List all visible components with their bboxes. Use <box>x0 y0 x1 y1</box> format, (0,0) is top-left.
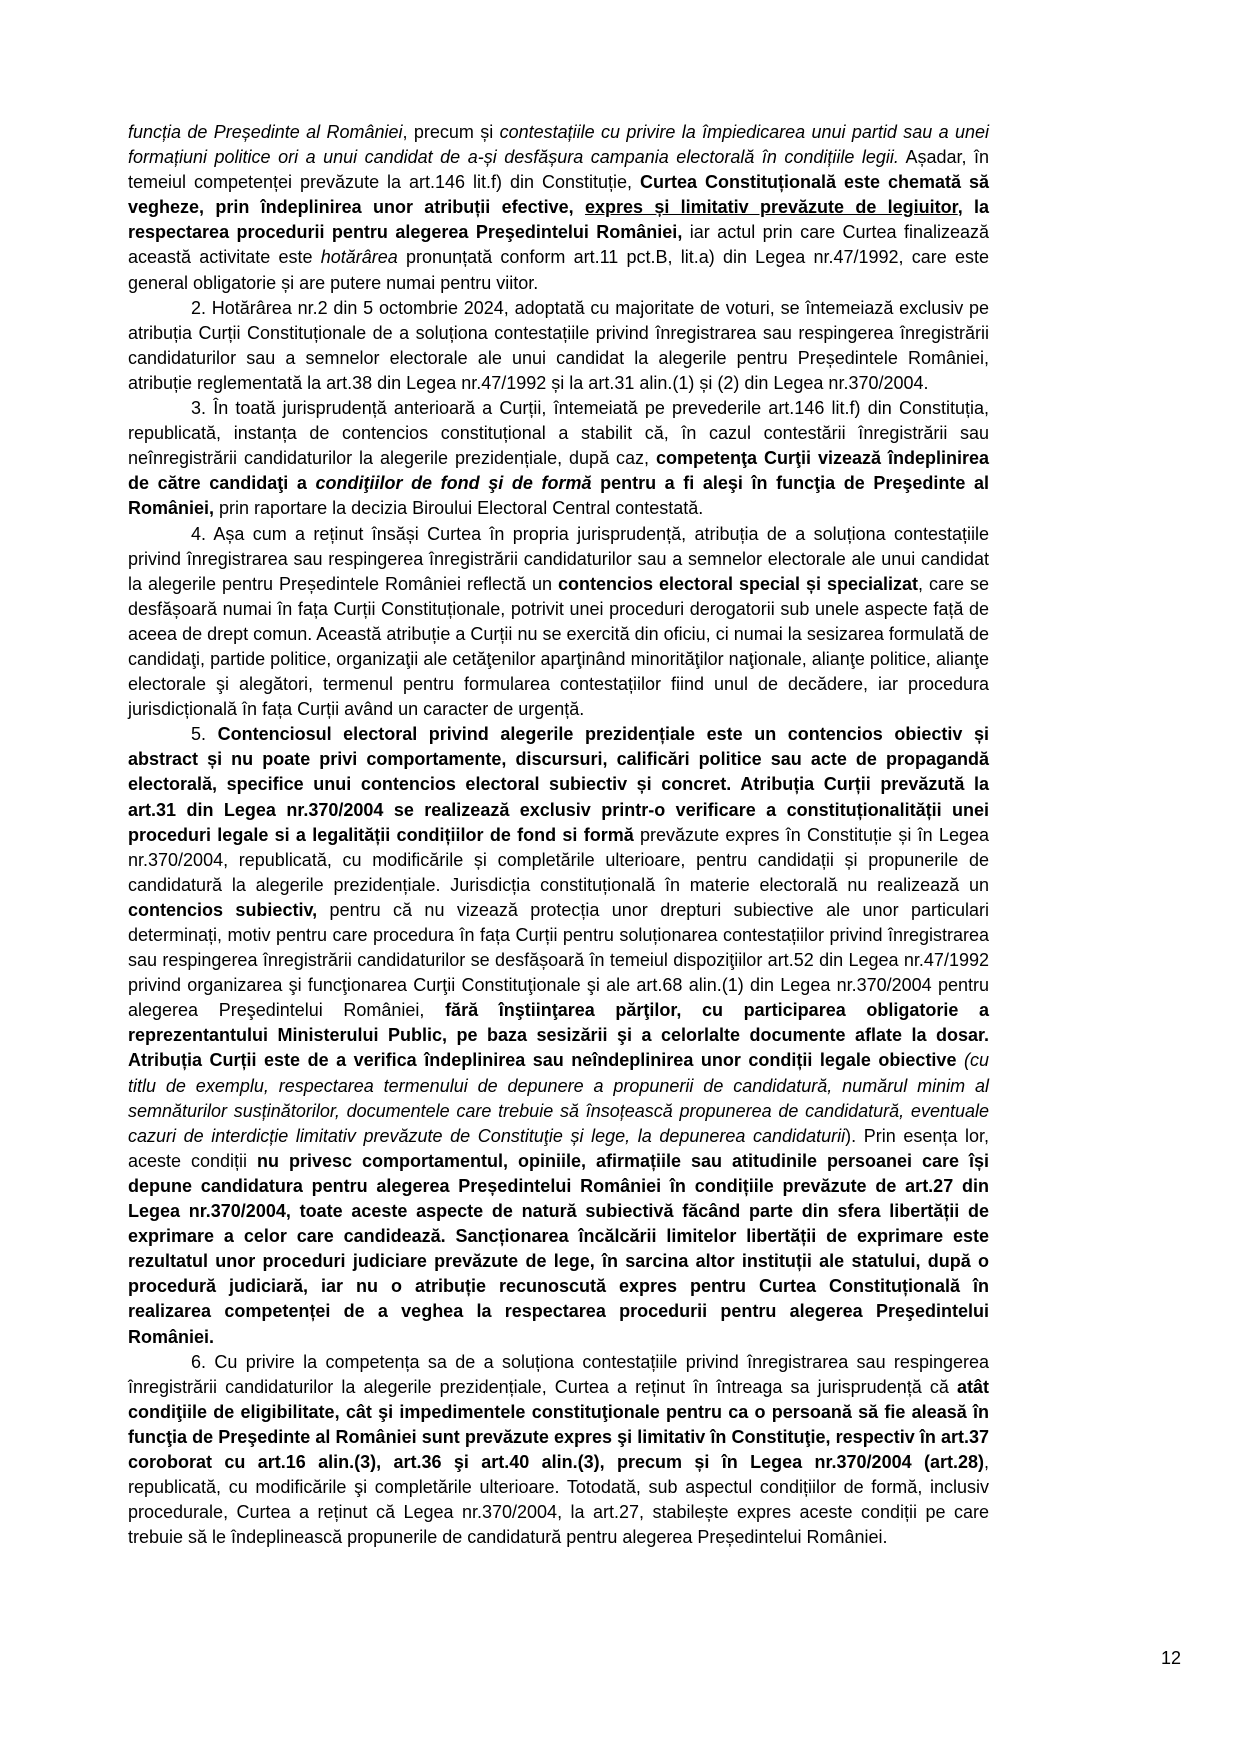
text-run: contestațiile cu privire la împiedicarea unui partid sau a unei formațiuni politice ori a unui candidat de a-și desfășura campania electorală în condițiile legii. <box>128 122 990 168</box>
text-run: (cu titlu de exemplu, respectarea termenului de depunere a propunerii de candidatură, numărul minim al semnăturilor susținătorilor, documentele care trebuie să însoțească propunerea de candidatură, eventuale cazuri de interdicție limitativ prevăzute de Constituţie și lege, la depunerea candidaturii <box>128 1050 989 1146</box>
text-run: pentru a fi aleşi în funcţia de Preşedinte al României, <box>128 473 989 519</box>
text-run: contencios electoral special și specializat <box>558 573 919 594</box>
text-run: , precum și <box>402 122 500 142</box>
text-run: hotărârea <box>320 247 398 268</box>
paragraph <box>128 396 989 521</box>
document-text <box>128 120 989 1550</box>
text-run: Curtea Constituțională este chemată să vegheze, prin îndeplinirea unor atribuții efective, <box>128 172 989 218</box>
text-run: condiţiilor de fond şi de formă <box>315 473 592 494</box>
text-run: competenţa Curţii vizează îndeplinirea de către candidaţi a <box>128 448 989 494</box>
text-run: 5. <box>191 724 218 745</box>
text-run: Așadar, în temeiul competenței prevăzute la art.146 lit.f) din Constituție, <box>128 147 990 193</box>
text-run: 4. Așa cum a reținut însăși Curtea în propria jurisprudență, atribuția de a soluționa contestațiile privind înregistrarea sau respingerea înregistrării candidaturilor sau a semnelor electorale ale unui candidat la alegerile pentru Președintele României reflectă un <box>128 523 989 594</box>
text-run: nu privesc comportamentul, opiniile, afirmațiile sau atitudinile persoanei care își depune candidatura pentru alegerea Președintelui României în condițiile prevăzute de art.27 din Legea nr.370/2004, toate aceste aspecte de natură subiectivă făcând parte din sfera libertății de exprimare a celor care candidează. Sancționarea încălcării limitelor libertății de exprimare este rezultatul unor proceduri judiciare prevăzute de lege, în sarcina altor instituții ale statului, după o procedură judiciară, iar nu o atribuție recunoscută expres pentru Curtea Constituțională în realizarea competenței de a veghea la respectarea procedurii pentru alegerea Preşedintelui României. <box>128 1150 989 1347</box>
text-run: fără înştiinţarea părţilor, cu participarea obligatorie a reprezentantului Ministerului Public, pe baza sesizării şi a celorlalte documente aflate la dosar. Atribuția Curții este de a verifica îndeplinirea sau neîndeplinirea unor condiții legale obiective <box>128 1000 989 1071</box>
text-run: funcția de Președinte al României <box>128 122 403 142</box>
text-run: expres și limitativ prevăzute de legiuitor <box>584 197 958 218</box>
text-run: 2. Hotărârea nr.2 din 5 octombrie 2024, adoptată cu majoritate de voturi, se întemeiază exclusiv pe atribuția Curții Constituționale de a soluționa contestațiile privind înregistrarea sau respingerea înregistrării candidaturilor sau a semnelor electorale ale unui candidat la alegerile pentru Președintele României, atribuție reglementată la art.38 din Legea nr.47/1992 și la art.31 alin.(1) și (2) din Legea nr.370/2004. <box>128 297 989 393</box>
text-run: , la respectarea procedurii pentru alegerea Preşedintelui României, <box>128 197 990 243</box>
page-number: 12 <box>1160 1648 1181 1668</box>
text-run: atât condiţiile de eligibilitate, cât şi impedimentele constituţionale pentru ca o persoană să fie aleasă în funcţia de Preşedinte al României sunt prevăzute expres şi limitativ în Constituţie, respectiv în art.37 coroborat cu art.16 alin.(3), art.36 şi art.40 alin.(3), precum și în Legea nr.370/2004 (art.28) <box>128 1376 989 1472</box>
text-run: prin raportare la decizia Biroului Electoral Central contestată. <box>214 498 704 519</box>
text-run: 3. În toată jurisprudență anterioară a Curții, întemeiată pe prevederile art.146 lit.f) din Constituția, republicată, instanța de contencios constituțional a stabilit că, în cazul contestării înregistrării sau neînregistrării candidaturilor la alegerile prezidențiale, după caz, <box>128 398 989 469</box>
text-run: iar actul prin care Curtea finalizează această activitate este <box>128 222 990 268</box>
text-run: prevăzute expres în Constituție și în Legea nr.370/2004, republicată, cu modificările și completările ulterioare, pentru candidații și propunerile de candidatură la alegerile prezidențiale. Jurisdicția constituțională în materie electorală nu realizează un <box>128 824 989 895</box>
text-run: , republicată, cu modificările şi completările ulterioare. Totodată, sub aspectul condițiilor de formă, inclusiv procedurale, Curtea a reținut că Legea nr.370/2004, la art.27, stabilește expres aceste condiții pe care trebuie să le îndeplinească propunerile de candidatură pentru alegerea Președintelui României. <box>128 1451 989 1548</box>
paragraph <box>128 722 989 1349</box>
paragraph <box>128 1350 989 1551</box>
text-run: pentru că nu vizează protecția unor drepturi subiective ale unor particulari determinați, motiv pentru care procedura în fața Curții pentru soluționarea contestațiilor privind înregistrarea sau respingerea înregistrării candidaturilor se desfășoară în temeiul dispoziţiilor art.52 din Legea nr.47/1992 privind organizarea şi funcţionarea Curţii Constituţionale şi ale art.68 alin.(1) din Legea nr.370/2004 pentru alegerea Preşedintelui României, <box>128 899 990 1021</box>
text-run: contencios subiectiv, <box>128 899 318 920</box>
paragraph <box>128 296 989 396</box>
text-run: pronunțată conform art.11 pct.B, lit.a) din Legea nr.47/1992, care este general obligatorie și are putere numai pentru viitor. <box>128 247 990 293</box>
paragraph <box>128 522 989 723</box>
text-run: 6. Cu privire la competența sa de a soluționa contestațiile privind înregistrarea sau respingerea înregistrării candidaturilor la alegerile prezidențiale, Curtea a reținut în întreaga sa jurisprudență că <box>128 1351 989 1397</box>
text-run: Contenciosul electoral privind alegerile prezidențiale este un contencios obiectiv și abstract și nu poate privi comportamente, discursuri, calificări politice sau acte de propagandă electorală, specifice unui contencios electoral subiectiv și concret. Atribuția Curții prevăzută la art.31 din Legea nr.370/2004 se realizează exclusiv printr-o verificare a constituționalității unei proceduri legale si a legalității condițiilor de fond si formă <box>128 724 989 845</box>
text-run: ). Prin esența lor, aceste condiții <box>128 1125 989 1171</box>
paragraph <box>128 120 989 296</box>
text-run: , care se desfășoară numai în fața Curții Constituționale, potrivit unei proceduri derogatorii sub unele aspecte față de aceea de drept comun. Această atribuție a Curții nu se exercită din oficiu, ci numai la sesizarea formulată de candidaţi, partide politice, organizaţii ale cetăţenilor aparţinând minorităţilor naţionale, alianţe politice, alianţe electorale şi alegători, termenul pentru formularea contestațiilor fiind unul de decădere, iar procedura jurisdicțională în fața Curții având un caracter de urgență. <box>128 573 990 720</box>
